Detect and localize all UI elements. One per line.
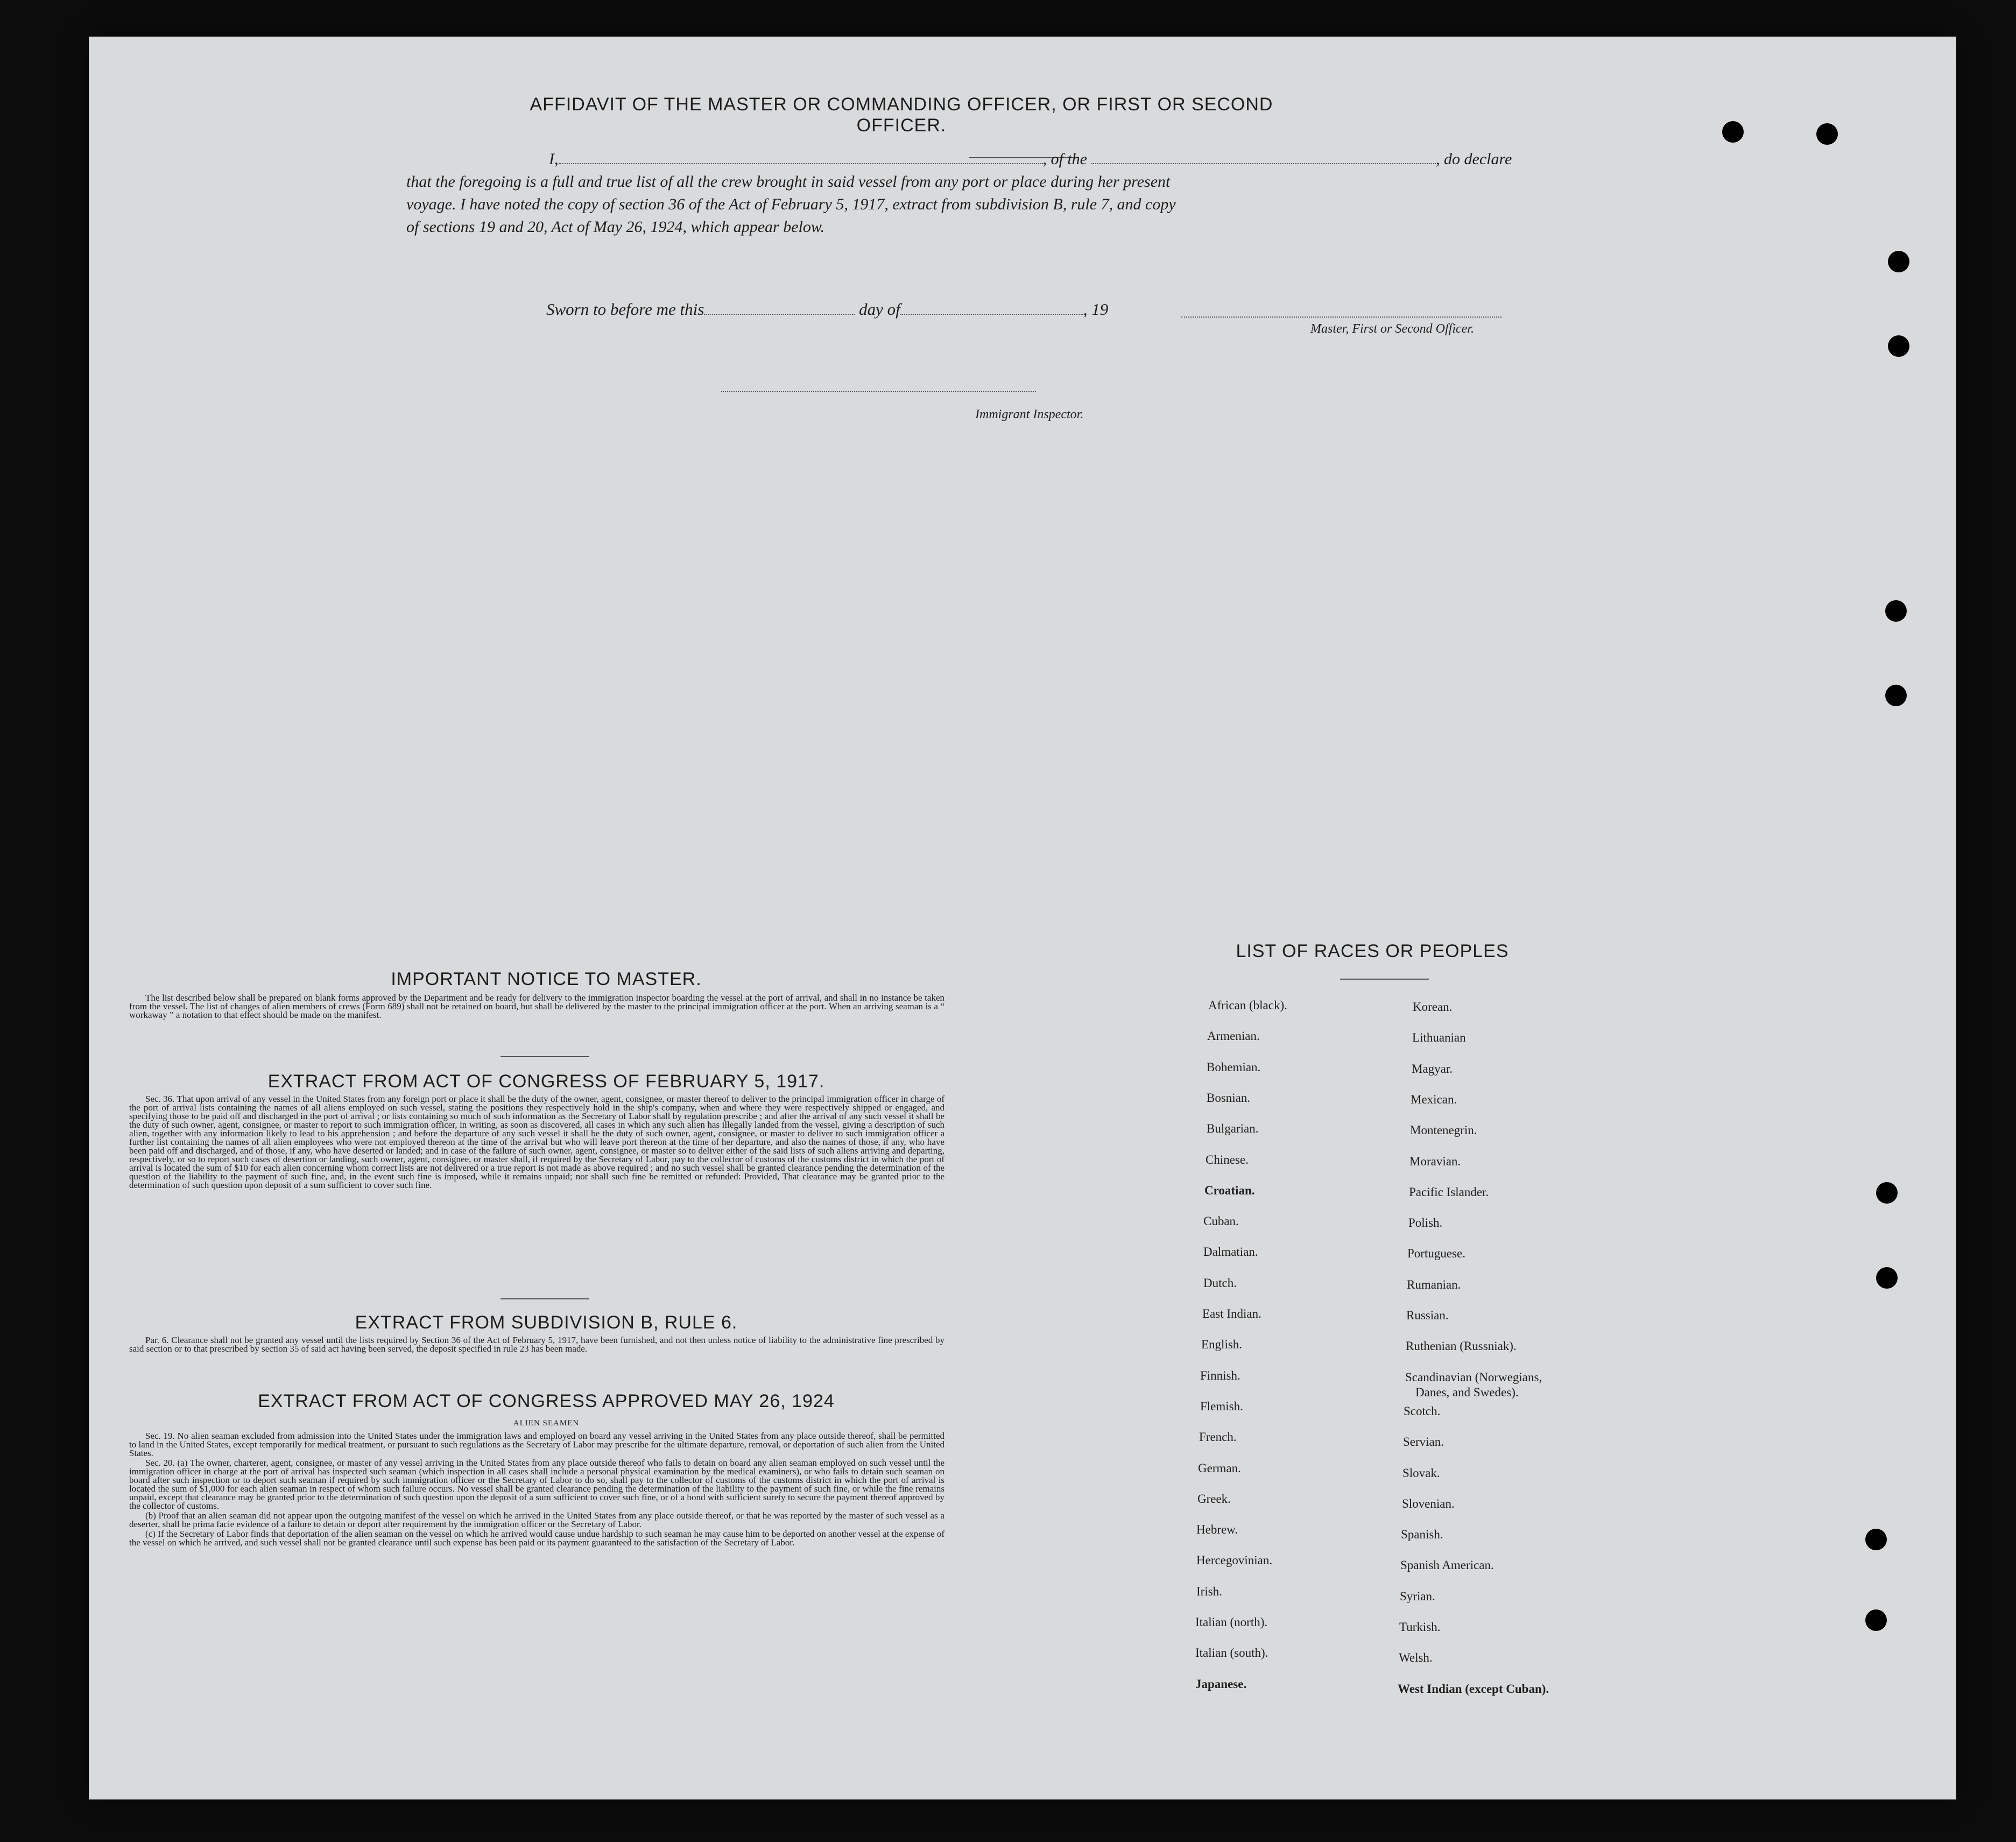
race-item: Cuban. (1203, 1214, 1239, 1228)
race-item: Lithuanian (1412, 1031, 1466, 1044)
punch-hole (1885, 685, 1907, 706)
race-item: Bosnian. (1207, 1091, 1251, 1105)
race-item: Portuguese. (1407, 1247, 1465, 1260)
race-item: Welsh. (1399, 1651, 1433, 1664)
race-item: Ruthenian (Russniak). (1406, 1339, 1517, 1353)
alien-seamen-subtitle: ALIEN SEAMEN (513, 1419, 580, 1428)
race-item: Servian. (1403, 1435, 1444, 1449)
extract-1917-divider (501, 1298, 589, 1299)
races-title: LIST OF RACES OR PEOPLES (1236, 941, 1509, 961)
race-item: Croatian. (1204, 1184, 1255, 1197)
affidavit-declaration (406, 148, 1553, 238)
race-item: Slovenian. (1402, 1497, 1455, 1510)
notice-title: IMPORTANT NOTICE TO MASTER. (391, 969, 702, 989)
sworn-day-blank[interactable] (704, 299, 855, 315)
race-item: Montenegrin. (1410, 1123, 1477, 1137)
punch-hole (1885, 600, 1907, 622)
master-signature-line[interactable] (1181, 317, 1502, 318)
race-item: Moravian. (1409, 1155, 1461, 1168)
sworn-text: Sworn to before me this (546, 300, 704, 319)
extract-1917-title: EXTRACT FROM ACT OF CONGRESS OF FEBRUARY 5, 1917. (267, 1071, 825, 1092)
declaration-line-2: that the foregoing is a full and true list of all the crew brought in said vessel from any port or place during her present (406, 173, 1171, 191)
day-of-text: day of (859, 300, 900, 319)
race-item: English. (1201, 1338, 1243, 1351)
sec-20c-paragraph: (c) If the Secretary of Labor finds that deportation of the alien seaman on the vessel on which he arrived would cause undue hardship to such seaman he may cause him to be deported on another vessel at the expense of the vessel on which he arrived, and such vessel shall not be granted clearance until such expense has been paid or its payment guaranteed to the satisfaction of the Secretary of Labor. (129, 1529, 944, 1548)
race-item: West Indian (except Cuban). (1398, 1682, 1549, 1696)
affidavit-title: AFFIDAVIT OF THE MASTER OR COMMANDING OFFICER, OR FIRST OR SECOND OFFICER. (530, 94, 1273, 136)
sworn-month-blank[interactable] (900, 299, 1083, 315)
punch-hole (1888, 251, 1909, 272)
race-item: Chinese. (1206, 1153, 1249, 1166)
race-item: Magyar. (1412, 1062, 1453, 1075)
punch-hole (1876, 1182, 1898, 1204)
race-item: Dutch. (1203, 1276, 1237, 1290)
year-prefix: , 19 (1083, 300, 1109, 319)
sec-19-paragraph: Sec. 19. No alien seaman excluded from admission into the United States under the immigration laws and employed on board any vessel arriving in the United States from any place outside thereof, shall be permitted to land in the United States, except temporarily for medical treatment, or pursuant to such regulations as the Secretary of Labor may prescribe for the ultimate departure, removal, or deportation of such alien from the United States. (129, 1431, 944, 1458)
race-item: Bulgarian. (1207, 1122, 1259, 1135)
declaration-of-the: , of the (1042, 150, 1087, 168)
race-item: East Indian. (1202, 1307, 1261, 1320)
race-item: Italian (south). (1195, 1646, 1268, 1660)
notice-text (129, 994, 944, 1021)
par-6-paragraph: Par. 6. Clearance shall not be granted any vessel until the lists required by Section 36 of the Act of February 5, 1917, have been furnished, and not then unless notice of liability to the administrative fine prescribed by said section or to that prescribed by section 35 of said act having been served, the deposit specified in rule 23 has been made. (129, 1335, 944, 1354)
extract-1917-text (129, 1095, 944, 1191)
race-item: Danes, and Swedes). (1415, 1386, 1519, 1399)
race-item: Scotch. (1404, 1404, 1441, 1418)
race-item: Polish. (1408, 1216, 1443, 1229)
extract-1924-text (129, 1432, 944, 1548)
race-item: Italian (north). (1195, 1615, 1268, 1629)
declaration-line-4: of sections 19 and 20, Act of May 26, 1924, which appear below. (406, 218, 825, 236)
race-item: Mexican. (1411, 1093, 1457, 1106)
race-item: Dalmatian. (1203, 1245, 1258, 1259)
race-item: Scandinavian (Norwegians, (1405, 1370, 1542, 1384)
race-item: Slovak. (1402, 1466, 1440, 1480)
race-item: Japanese. (1195, 1677, 1247, 1691)
race-item: Hebrew. (1196, 1523, 1238, 1536)
race-item: Syrian. (1400, 1590, 1435, 1603)
race-item: Korean. (1413, 1000, 1453, 1014)
extract-1924-title: EXTRACT FROM ACT OF CONGRESS APPROVED MAY 26, 1924 (258, 1391, 835, 1411)
punch-hole (1865, 1529, 1887, 1550)
races-divider (1340, 979, 1429, 980)
sec-20b-paragraph: (b) Proof that an alien seaman did not appear upon the outgoing manifest of the vessel on which he arrived in the United States from any place outside thereof, or that he was reported by the master of such vessel as a deserter, shall be prima facie evidence of a failure to detain or deport after requirement by the immigration officer or the Secretary of Labor. (129, 1510, 944, 1529)
punch-hole (1888, 335, 1909, 357)
race-item: Rumanian. (1407, 1278, 1461, 1291)
inspector-signature-line[interactable] (721, 391, 1036, 392)
punch-hole (1876, 1267, 1898, 1289)
vessel-blank[interactable] (1091, 148, 1436, 164)
race-item: Armenian. (1207, 1029, 1260, 1043)
race-item: Pacific Islander. (1409, 1185, 1489, 1199)
race-item: Spanish American. (1400, 1558, 1494, 1572)
declaration-do-declare: , do declare (1436, 150, 1512, 168)
rule-6-text (129, 1336, 944, 1354)
declaration-line-3: voyage. I have noted the copy of section 36 of the Act of February 5, 1917, extract from subdivision B, rule 7, and copy (406, 195, 1176, 213)
race-item: Flemish. (1200, 1400, 1243, 1413)
name-blank[interactable] (559, 148, 1043, 164)
punch-hole (1865, 1609, 1887, 1631)
race-item: Bohemian. (1207, 1060, 1261, 1074)
master-signature-label: Master, First or Second Officer. (1310, 322, 1474, 336)
race-item: Finnish. (1200, 1369, 1240, 1382)
declaration-i: I, (549, 150, 559, 168)
sworn-line (455, 299, 1154, 319)
race-item: Turkish. (1399, 1620, 1441, 1634)
race-item: French. (1199, 1430, 1237, 1444)
race-item: African (black). (1208, 999, 1287, 1012)
race-item: Russian. (1406, 1309, 1449, 1322)
race-item: Greek. (1197, 1492, 1231, 1506)
punch-hole (1816, 123, 1838, 145)
race-item: Spanish. (1401, 1528, 1443, 1541)
punch-hole (1722, 121, 1744, 143)
sec-20a-paragraph: Sec. 20. (a) The owner, charterer, agent, consignee, or master of any vessel arriving in the United States from any place outside thereof who fails to detain on board any alien seaman employed on such vessel until the immigration officer in charge at the port of arrival has inspected such seaman (which inspection in all cases shall include a personal physical examination by the medical examiners), or who fails to detain such seaman on board after such inspection or to deport such seaman if required by such immigration officer or the Secretary of Labor to do so, shall pay to the collector of customs of the customs district in which the port of arrival is located the sum of $1,000 for each alien seaman in respect of whom such failure occurs. No vessel shall be granted clearance pending the determination of the liability to the payment of such fine, or while the fine remains unpaid, except that clearance may be granted prior to the determination of such question upon the deposit of a sum sufficient to cover such fine, or of a bond with sufficient surety to secure the payment thereof approved by the collector of customs. (129, 1458, 944, 1511)
section-36-paragraph: Sec. 36. That upon arrival of any vessel in the United States from any foreign port or place it shall be the duty of the owner, agent, consignee, or master thereof to deliver to the principal immigration officer in charge of the port of arrival lists containing the names of all aliens employed on such vessel, stating the positions they respectively hold in the ship's company, when and where they were respectively shipped or engaged, and specifying those to be paid off and discharged in the port of arrival ; or lists containing so much of such information as the Secretary of Labor shall by regulation prescribe ; and after the arrival of any such vessel it shall be the duty of such owner, agent, consignee, or master to report to such immigration officer, in writing, as soon as discovered, all cases in which any such alien has illegally landed from the vessel, giving a description of such alien, together with any information likely to lead to his apprehension ; and before the departure of any such vessel it shall be the duty of such owner, agent, consignee, or master to deliver to such immigration officer a further list containing the names of all alien employees who were not employed thereon at the time of the arrival but who will leave port thereon at the time of her departure, and also the names of those, if any, who have been paid off and discharged, and of those, if any, who have deserted or landed; and in case of the failure of such owner, agent, consignee, or master so to deliver either of the said lists of such aliens arriving and departing, respectively, or so to report such cases of desertion or landing, such owner, agent, consignee, or master shall, if required by the Secretary of Labor, pay to the collector of customs of the customs district in which the port of arrival is located the sum of $10 for each alien concerning whom correct lists are not delivered or a true report is not made as above required ; and no such vessel shall be granted clearance pending the determination of the question of the liability to the payment of such fine, and, in the event such fine is imposed, while it remains unpaid; nor shall such fine be remitted or refunded: Provided, That clearance may be granted prior to the determination of such question upon deposit of a sum sufficient to cover such fine. (129, 1094, 944, 1190)
notice-paragraph: The list described below shall be prepared on blank forms approved by the Department and be ready for delivery to the immigration inspector boarding the vessel at the port of arrival, and shall in no instance be taken from the vessel. The list of changes of alien members of crews (Form 689) shall not be retained on board, but shall be delivered by the master to the principal immigration officer at the port. When an arriving seaman is a “ workaway ” a notation to that effect should be made on the manifest. (129, 993, 944, 1020)
inspector-label: Immigrant Inspector. (975, 407, 1084, 421)
notice-divider (501, 1056, 589, 1057)
race-item: Hercegovinian. (1196, 1553, 1273, 1567)
race-item: German. (1198, 1461, 1241, 1475)
race-item: Irish. (1196, 1585, 1222, 1598)
rule-6-title: EXTRACT FROM SUBDIVISION B, RULE 6. (355, 1312, 738, 1333)
